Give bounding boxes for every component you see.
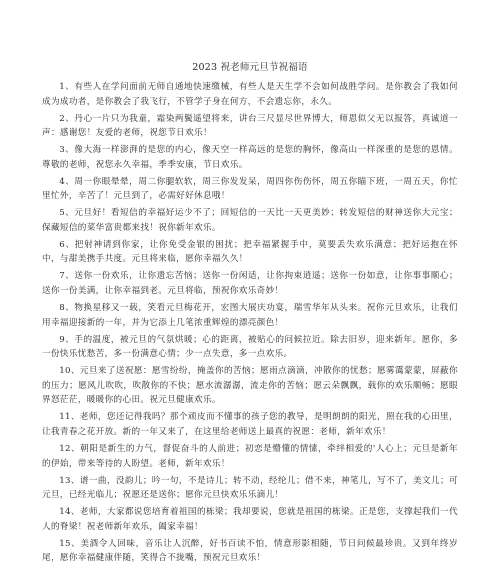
greeting-paragraph: 10、元旦来了送祝愿：愿雪纷纷，掩盖你的苦恼；愿雨点滴滴，冲散你的忧愁；愿雾霭蒙蒙，屏蔽你的压力；愿风儿吹吹，吹散你的不快；愿水流潺潺，流走你的苦恼；愿云朵飘飘，载你的欢乐顺畅；愿眼界怒茫茫，暖暖你的心田。祝元旦健康欢乐。 [42,366,458,406]
greeting-paragraph: 12、朝阳是新生的力气，督促奋斗的人前进；初恋是懵懂的情愫，牵绊相爱的'人心上；元旦是新年的伊始，带来等待的人盼望。老师，新年欢乐！ [42,443,458,469]
greeting-paragraph: 1、有些人在学问面前无师自通地快速缴械，有些人是天生学不会如何战胜学问。是你教会了我如何成为成功者，是你教会了我飞行，不管学子身在何方，不会遗忘你，永久。 [42,82,458,107]
document-title: 2023 祝老师元旦节祝福语 [192,62,308,73]
greeting-paragraph: 5、元旦好！看短信的幸福好运少不了；回短信的一天比一天更美妙；转发短信的财神送你大元宝；保藏短信的菜华富贵都来找！祝你新年欢乐。 [42,208,458,233]
greeting-paragraph: 6、把射神请到你家，让你免受金银的困扰；把幸福紧握手中，莫要丢失欢乐满意；把好运抱在怀中，与甜美携手共度。元旦将来临，愿你幸福久久！ [42,239,458,265]
greeting-paragraph: 2、丹心一片只为我童，霜染两鬓遥望将来，讲台三尺显尽世界博大，师恩似父无以报答，真诚道一声：感谢您！友爱的老师，祝您节日欢乐！ [42,113,458,139]
greeting-paragraph: 14、老师，大家都说您培育着祖国的栋梁；我却要说，您就是祖国的栋梁。正是您，支撑起我们一代人的脊梁！祝老师新年欢乐，阖家幸福！ [42,507,458,532]
greeting-paragraph: 4、周一你眼晕晕，周二你腿软软，周三你发发呆，周四你伤伤怀，周五你瞄下班，一周五天，你忙里忙外，辛苦了！元旦到了，必需好好休息哦！ [42,176,458,202]
greeting-paragraph: 15、美酒令人回味，音乐让人沉醉，好书百读不怕，情意形影相随，节日问候最珍贵。又到年终岁尾，愿你幸福健康伴随，笑得合不拢嘴，预祝元旦欢乐！ [42,538,458,564]
greeting-paragraph: 13、谱一曲，没韵儿；吟一句，不是诗儿；转不动，经纶儿；借不来，神笔儿，写不了，美文儿；可元旦，已经光临儿；祝愿还是送你；愿你元旦快欢乐乐滴儿！ [42,475,458,501]
greeting-paragraph: 9、手的温度，被元旦的气氛烘暖；心的距离，被贴心的问候拉近。除去旧岁，迎来新年。愿你，多一份快乐忧愁苦，多一份满意心情；少一点失意，多一点欢乐。 [42,334,458,360]
greeting-paragraph: 3、像大海一样澎湃的是您的内心，像天空一样高远的是您的胸怀，像高山一样深重的是您的恩情。尊敬的老师，祝您永久幸福，季季安康，节日欢乐。 [42,145,458,170]
paragraph-list [42,80,458,566]
greeting-paragraph: 8、物换星移又一载，笑看元旦梅花开，宏图大展庆功宴，瑞雪华年从头来。祝你元旦欢乐，让我们用幸福迎接新的一年，并为它添上几笔浓重辉煌的漂亮颜色！ [42,303,458,328]
greeting-paragraph: 11、老师，您还记得我吗？那个顽皮而不懂事的孩子您的教导，是明朗朗的阳光，照在我的心田里，让我青春之花开放。新的一年又来了，在这里给老师送上最真的祝愿：老师，新年欢乐！ [42,412,458,437]
greeting-paragraph: 7、送你一份欢乐，让你遗忘苦恼；送你一份闲适，让你拘束逍遥；送你一份如意，让你事事顺心；送你一份美满，让你幸福到老。元旦将临，预祝你欢乐奇妙！ [42,271,458,297]
